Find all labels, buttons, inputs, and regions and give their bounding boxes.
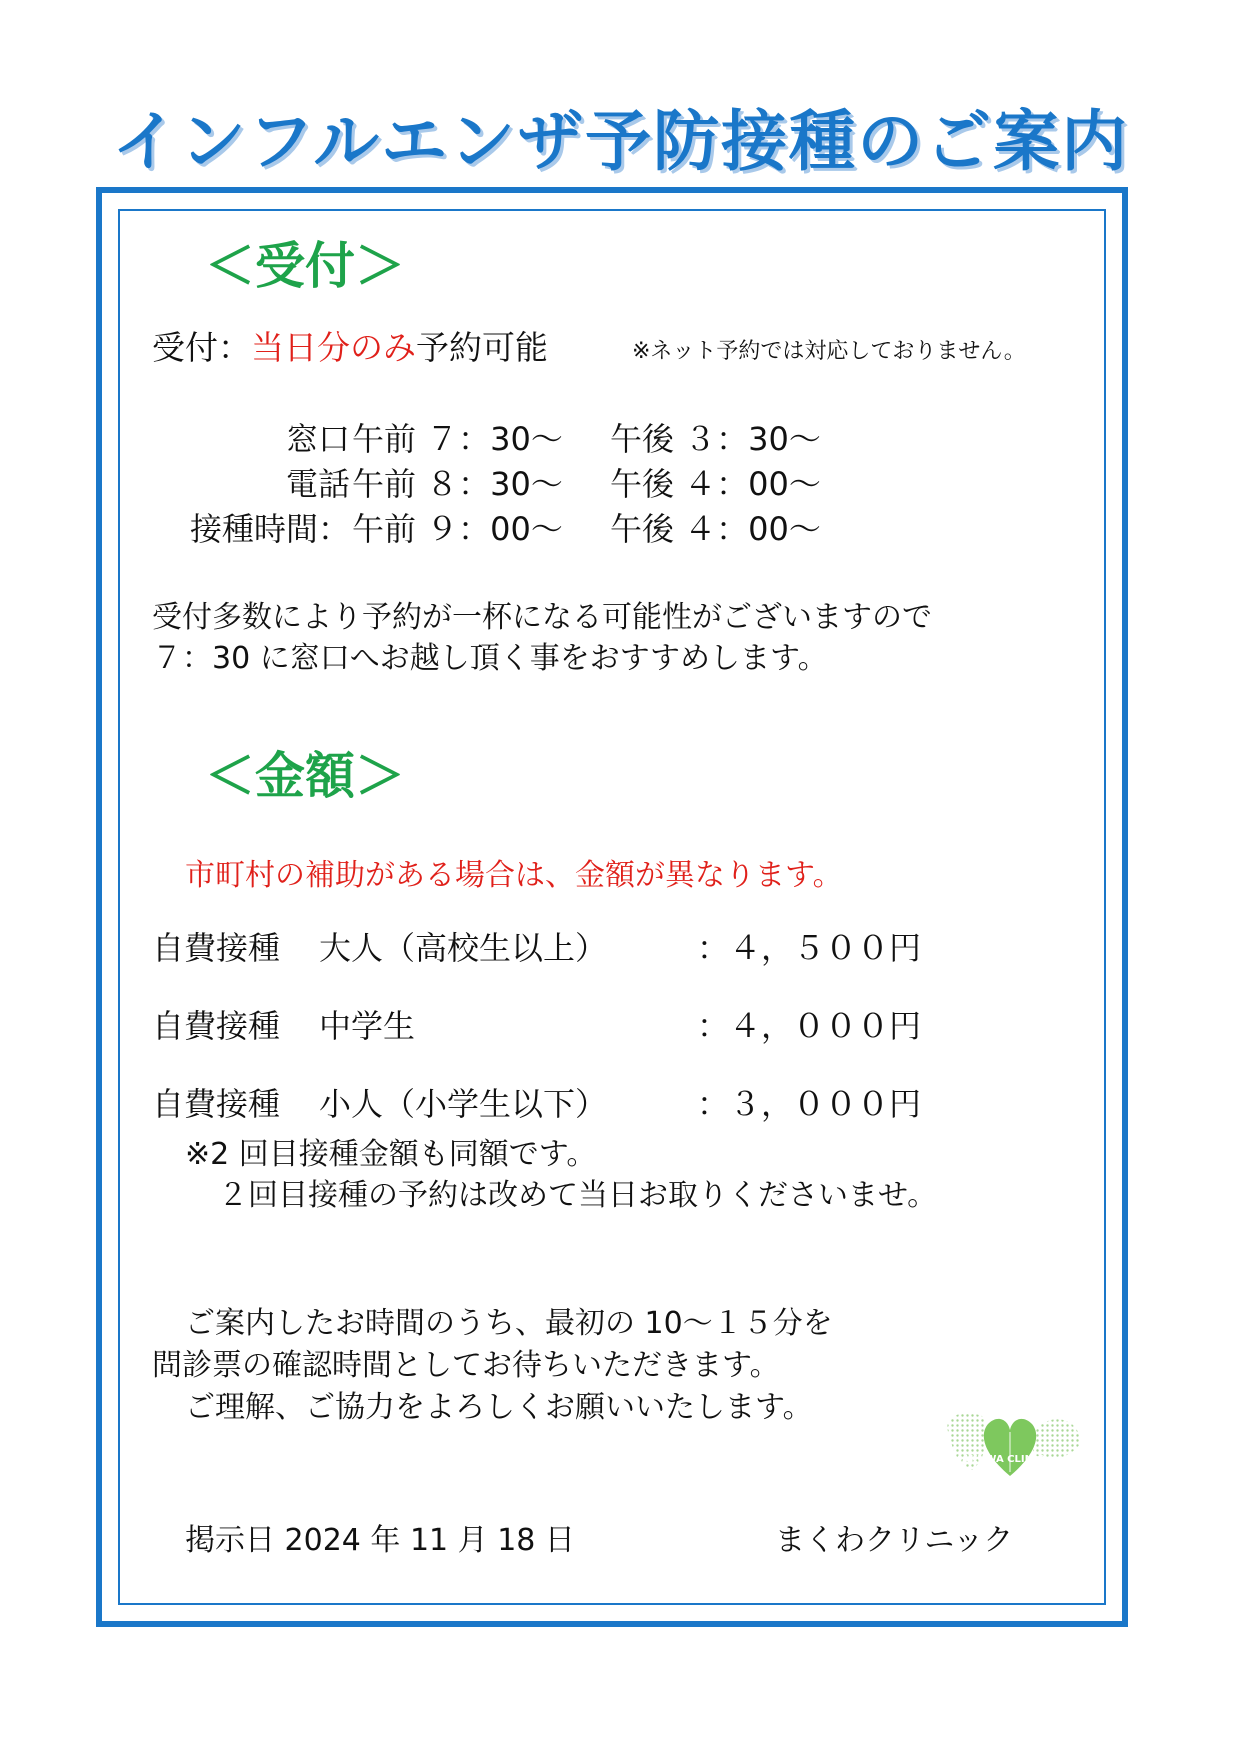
closing-line-1: ご案内したお時間のうち、最初の 10～１５分を: [185, 1306, 833, 1341]
hours-am: 午前 ８：30～: [352, 465, 563, 503]
pricing-heading: ＜金額＞: [205, 747, 405, 805]
hours-am: 午前 ７：30～: [352, 420, 563, 458]
hours-label: 電話: [285, 465, 350, 503]
reception-prefix: 受付：: [152, 328, 251, 367]
reception-heading: ＜受付＞: [205, 237, 405, 295]
price-amount: ：４，０００円: [697, 1007, 922, 1045]
subsidy-notice: 市町村の補助がある場合は、金額が異なります。: [185, 858, 843, 893]
reservation-available: 予約可能: [416, 328, 548, 367]
same-day-only: 当日分のみ: [251, 328, 416, 367]
price-amount: ：３，０００円: [697, 1085, 922, 1123]
advice-line-1: 受付多数により予約が一杯になる可能性がございますので: [152, 600, 932, 635]
leaf-logo-icon: [930, 1398, 1090, 1498]
price-category: 小人（小学生以下）: [319, 1085, 608, 1123]
hours-am: 午前 ９：00～: [352, 510, 563, 548]
second-dose-note-1: ※2 回目接種金額も同額です。: [185, 1137, 597, 1172]
reception-line: [152, 322, 548, 369]
price-type: 自費接種: [152, 1085, 281, 1123]
logo-text: MAKUWA CLINIC: [952, 1454, 1045, 1465]
hours-label: 接種時間：: [189, 510, 350, 548]
hours-label: 窓口: [285, 420, 350, 458]
price-type: 自費接種: [152, 1007, 281, 1045]
page-title: インフルエンザ予防接種のご案内: [111, 103, 1130, 180]
price-type: 自費接種: [152, 929, 281, 967]
hours-pm: 午後 ４：00～: [610, 510, 821, 548]
closing-line-2: 問診票の確認時間としてお待ちいただきます。: [152, 1348, 780, 1383]
clinic-name: まくわクリニック: [775, 1523, 1014, 1558]
hours-pm: 午後 ３：30～: [610, 420, 821, 458]
online-reservation-note: ※ネット予約では対応しておりません。: [632, 339, 1026, 364]
price-category: 大人（高校生以上）: [319, 929, 608, 967]
advice-line-2: ７：30 に窓口へお越し頂く事をおすすめします。: [152, 641, 828, 676]
posted-date: 掲示日 2024 年 11 月 18 日: [185, 1523, 575, 1558]
second-dose-note-2: ２回目接種の予約は改めて当日お取りくださいませ。: [218, 1178, 938, 1213]
price-category: 中学生: [319, 1007, 416, 1045]
price-amount: ：４，５００円: [697, 929, 922, 967]
hours-pm: 午後 ４：00～: [610, 465, 821, 503]
closing-line-3: ご理解、ご協力をよろしくお願いいたします。: [185, 1390, 813, 1425]
